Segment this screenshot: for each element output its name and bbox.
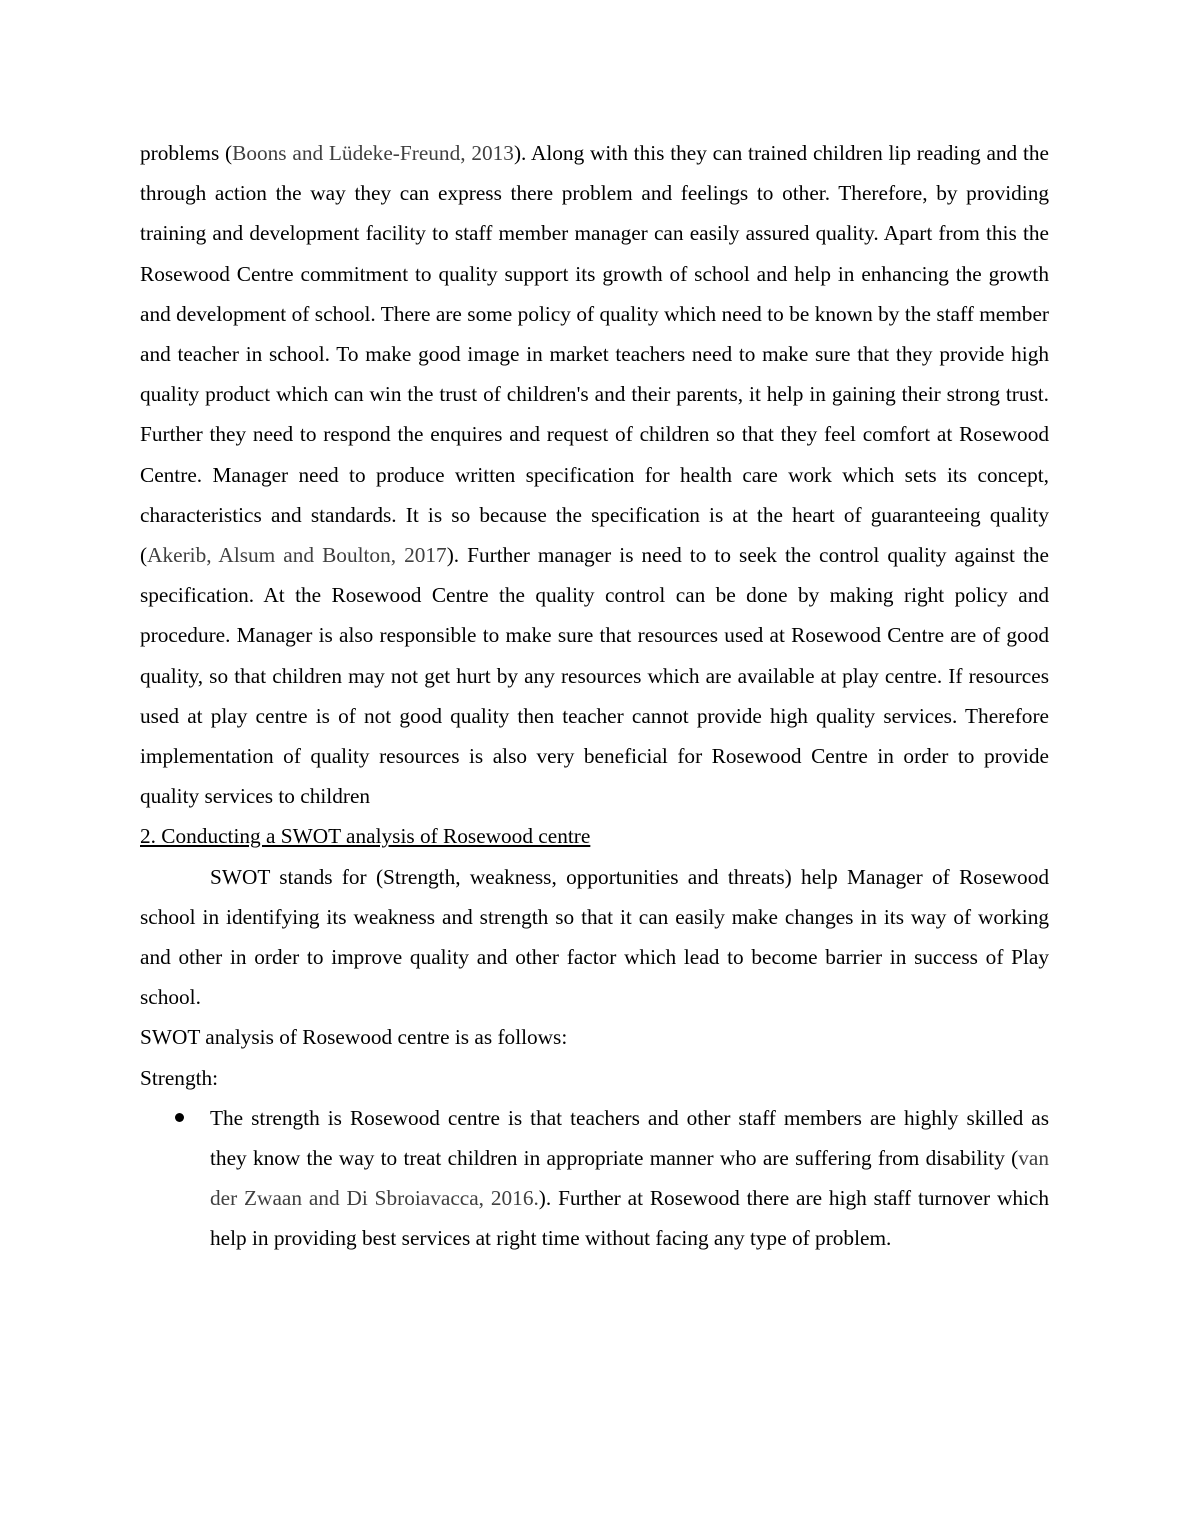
paragraph-text: ). Along with this they can trained children lip reading and the through action the way they can express there problem and feelings to other. Therefore, by providing training and development facility to staff member manager can easily assured quality. Apart from this the Rosewood Centre commitment to quality support its growth of school and help in enhancing the growth and development of school. There are some policy of quality which need to be known by the staff member and teacher in school. To make good image in market teachers need to make sure that they provide high quality product which can win the trust of children's and their parents, it help in gaining their strong trust. Further they need to respond the enquires and request of children so that they feel comfort at Rosewood Centre. Manager need to produce written specification for health care work which sets its concept, characteristics and standards. It is so because the specification is at the heart of guaranteeing quality ( — [140, 141, 1049, 568]
citation: van der Zwaan and Di Sbroiavacca, 2016. — [210, 1146, 1049, 1211]
section-heading: 2. Conducting a SWOT analysis of Rosewood centre — [140, 824, 591, 849]
list-item-text: ). Further at Rosewood there are high staff turnover which help in providing best services at right time without facing any type of problem. — [210, 1186, 1050, 1251]
swot-intro-paragraph: SWOT stands for (Strength, weakness, opportunities and threats) help Manager of Rosewood school in identifying its weakness and strength so that it can easily make changes in its way of working and other in order to improve quality and other factor which lead to become barrier in success of Play school. — [140, 864, 1049, 1010]
strength-label: Strength: — [140, 1065, 219, 1090]
body-paragraph — [140, 133, 1049, 816]
citation: Boons and Lüdeke-Freund, 2013 — [232, 141, 514, 165]
bullet-icon — [175, 1113, 184, 1122]
list-item — [210, 1098, 1049, 1259]
paragraph-text: ). Further manager is need to to seek the control quality against the specification. At the Rosewood Centre the quality control can be done by making right policy and procedure. Manager is also responsible to make sure that resources used at Rosewood Centre are of good quality, so that children may not get hurt by any resources which are available at play centre. If resources used at play centre is of not good quality then teacher cannot provide high quality services. Therefore implementation of quality resources is also very beneficial for Rosewood Centre in order to provide quality services to children — [140, 543, 1049, 809]
strength-list — [140, 1098, 1049, 1259]
swot-lead-line: SWOT analysis of Rosewood centre is as follows: — [140, 1025, 568, 1050]
paragraph-text: problems ( — [140, 141, 233, 165]
citation: Akerib, Alsum and Boulton, 2017 — [147, 543, 447, 568]
list-item-text: The strength is Rosewood centre is that teachers and other staff members are highly skilled as they know the way to treat children in appropriate manner who are suffering from disability ( — [210, 1105, 1049, 1171]
document-page — [140, 133, 1049, 1259]
